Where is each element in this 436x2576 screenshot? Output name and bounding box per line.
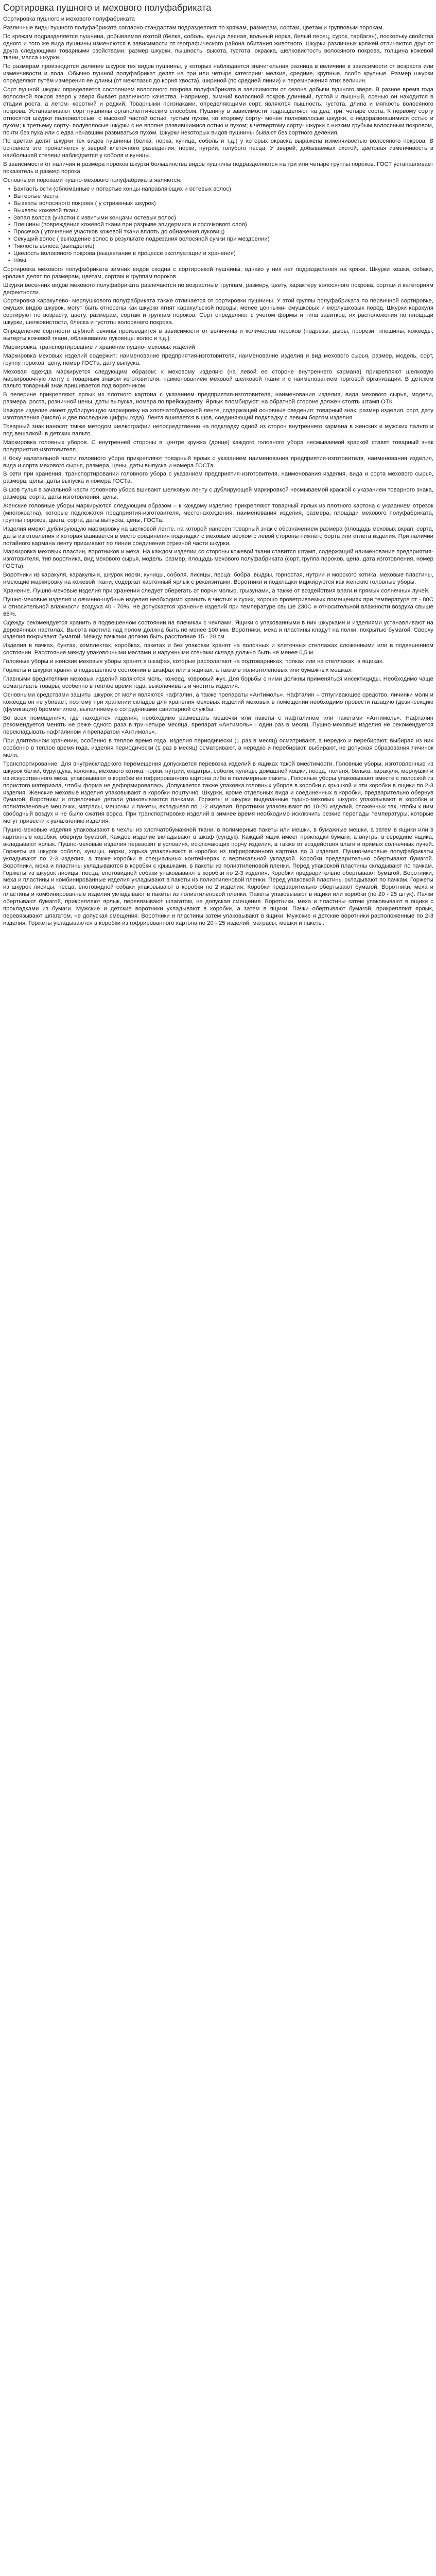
paragraph: Пушно-меховые изделия упаковывают в чехлы из хлопчатобумажной ткани, в полимерные пакеты или мешки, в бумажные мешки, а затем в ящики или в картонные коробки, обернув бумагой. Каждое изделие вкладывают в шкаф (сундук). Каждый ящик имеет прокладки бумаги, а внутрь, в середине ящика, вкладывают ярлык. Пушно-меховые изделия перевозят в условиях, исключающих порчу изделия, а также от воздействия влаги и прямых солнечных лучей. Горжеты из шкурок соболя, куницы, норки, хорька упаковывают в коробки из гофрированного картона по 3 изделия. Пушно-меховые полуфабрикаты укладывают по 2-3 изделия, а также коробки в специальных контейнерах с вертикальной укладкой. Коробки предварительно обертывают бумагой. Воротники, меха и пластины укладываются в коробки с крышками, в пакеты из полиэтиленовой пленки. Перед упаковкой пластины складывают по пачкам. Горжеты из шкурок лисицы, песца, енотовидной собаки упаковывают в коробки по 2-3 изделия. Коробки предварительно обертывают бумагой. Воротники, меха и пластины и комбинированные изделия укладывают в пакеты из полиэтиленовой пленки. Перед упаковкой пластины складывают по пачкам. Горжеты из шкурок лисицы, песца, енотовидной собаки упаковывают в коробки по 2 изделия. Коробки предварительно обертывают бумагой. Воротники, меха и пластины и комбинированные изделия укладывают в пакеты из полиэтиленовой пленки. Пакеты упаковывают в ящики или коробки (по 20 - 25 штук). Пачки обертывают бумагой, прикрепляют ярлык, перевязывают шпагатом, не допуская смещения. Воротники, меха и пластины затем упаковывают в ящики с прокладками из бумаги. Мужские и детские воротники укладывают в коробки, а затем в ящики. Пачки обертывают бумагой, прикрепляют ярлык, перевязывают шпагатом, не допуская смещения. Воротники и пластины затем упаковывают в ящики. Мужские и детские воротники расположенные по 2-3 изделия. Горжеты укладываются в коробки из гофрированного картона по 20 - 25 изделий, матрасы, мешки и пакеты. bbox=[3, 827, 433, 926]
paragraph: В шов тулья в зачальной части головного убора вшивают шелковую ленту с дублирующей маркировкой несмываемой краской с указанием товарного знака, размера, сорта, даты изготовления, цены. bbox=[3, 487, 433, 501]
paragraph: Шкурки весенних видов мехового полуфабриката различаются по возрастным группам, размеру, цвету, характеру волосяного покрова, сортам и категориям дефектности. bbox=[3, 282, 433, 296]
paragraph: К боку налатальной части головного убора прикрепляют товарный ярлык с указанием наименования предприятия-изготовителя, наименования изделия, вида и сорта мехового сырья, размера, цены, даты выпуска и номера ГОСТа. bbox=[3, 455, 433, 469]
paragraph: По кряжам подразделяется пушнина, добываемая охотой (белка, соболь, куница лесная, вольный норка, белый песец, сурок, тарбаган), поскольку свойства одного и того же вида пушнины изменяются в зависимости от географического района обитания животного. Шкурки различных кряжей отличаются друг от друга следующими товарными свойствами: размер шкурки, пышность, высота, густота, окраска, шелковистость волосяного покрова, толщина кожевой ткани, масса шкурки. bbox=[3, 33, 433, 61]
paragraph: Изделия в пачках, бунтах, комплектах, коробках, пакетах и без упаковки хранят на полочных и клеточных стеллажах сложенными или в подвешенном состоянии. Расстояние между упаковочными местами и наружными стенами склада должно быть не менее 0,5 м. bbox=[3, 642, 433, 656]
paragraph: Каждое изделие имеет дублирующую маркировку на хлопчатобумажной ленте, содержащей основные сведения: товарный знак, размер изделия, сорт, дату изготовления (число) и две последние цифры года). Лента вшивается в шов, соединяющий подкладку с левым бортом изделия. bbox=[3, 408, 433, 421]
list-item: • Вытертые места bbox=[13, 193, 433, 200]
paragraph: Маркировка меховых изделий содержит: наименование предприятия-изготовителя, наименование изделия и вид мехового сырья, размер, модель, сорт, группу пороков, цену, номер ГОСТа, дату выпуска. bbox=[3, 352, 433, 366]
paragraph: Маркировка меховых пластин, воротников и меха. На каждом изделии со стороны кожевой ткани ставится штамп, содержащий наименование предприятия-изготовителя, тип воротника, вид мехового сырья, модель, размер, площадь мехового полуфабриката (сорт, группа пороков, цена, дата изготовления, номер ГОСТа). bbox=[3, 549, 433, 570]
list-item: • Просечка ( уточнение участков кожевой ткани вплоть до обнажения луковиц) bbox=[13, 229, 433, 236]
paragraph: Сортировка мехового полуфабриката зимних видов сходна с сортировкой пушнины, однако у них нет подразделения на кряжи. Шкурки кошки, собаки, кролика делят по размерам, цветам, сортам и группам пороков. bbox=[3, 266, 433, 280]
paragraph: По цветам делят шкурки тех видов пушнины (белка, норка, куница, соболь и т.д.) у которых окраска выражена изменчивостью волосяного покрова. В основном это проявляется у зверей клеточного разведения: норки, нутрии, голубого песца. У зверей, добываемых охотой, цветовая изменчивость в наибольшей степени наблюдается у соболя и куницы. bbox=[3, 138, 433, 159]
paragraph: Различные виды пушного полуфабриката согласно стандартам подразделяют по кряжам, размерам, сортам, цветам и групповым порокам. bbox=[3, 24, 384, 31]
paragraph: Пушно-меховые изделия и овчинно-шубные изделия необходимо хранить в чистых и сухих, хорошо проветриваемых помещениях при температуре от - 80С и относительной влажности воздуха 40 - 70%. Не допускается хранение изделий при температуре свыше 230С и относительной влажности воздуха свыше 65%. bbox=[3, 596, 433, 617]
paragraph: Определение сортности шубной овчины производится в зависимости от величины и количества пороков (подрезы, дыры, прорези, плешины, кожееды, вытерты кожевой ткани, облаживание луковицы волос и т.д.). bbox=[3, 328, 433, 342]
list-item: • Секущий волос ( выпадение волос в результате подрезания волосяной сумки при мездрении) bbox=[13, 236, 433, 243]
list-item: • Бахтасть ости (обломанные и потертые концы направляющих и остевых волос) bbox=[13, 186, 433, 193]
paragraph: Меховая одежда маркируется следующим образом: к меховому изделию (на левой ее стороне внутреннего кармана) прикрепляют шелковую маркировочную ленту с товарным знаком изготовителя, наименованием меховой шелковой ткани и с наименованием торговой организации. В детском пальто товарный знак пришивается под воротником. bbox=[3, 368, 433, 389]
paragraph: Женские головные уборы маркируются следующим образом – к каждому изделию прикрепляют товарный ярлык из плотного картона с указанием отрезок (многократна), которые подлежатся предприятия-изготовителя, местонахождения, наименования изделия, размера, площади мехового полуфабриката, группы пороков, цвета, сорта, даты выпуска, цены, ГОСТа. bbox=[3, 503, 433, 523]
paragraph: В сети при хранения, транспортировании головного убора с указанием предприятия-изготовителя, наименования изделия, вида и сорта мехового сырья, размера, цены, даты выпуска и номера ГОСТа. bbox=[3, 471, 433, 485]
list-item: • Запал волоса (участки с извитыми концами остевых волос) bbox=[13, 215, 433, 222]
paragraph: Одежду рекомендуется хранить в подвешенном состоянии на плечиках с чехлами. Ящики с упакованными в них шкурками и изделиями устанавливают на деревянных настилах. Высота настила над полом должна быть не менее 100 мм. Воротники, меха и пластины кладут на полки, покрытые бумагой. Сверху изделия покрывают бумагой. Между пачками должно быть расстояние 15 - 20 см. bbox=[3, 619, 433, 640]
paragraph: Маркировка, транспортирование и хранение пушно- меховых изделий bbox=[3, 344, 195, 350]
bullet-list bbox=[3, 186, 433, 265]
paragraph: В зависимости от наличия и размера пороков шкурки большинства видов пушнины подразделяются на три или четыре группы пороков. ГОСТ устанавливает показатель и размер порока. bbox=[3, 161, 433, 175]
list-item: • Тяклость волоса (выпадение) bbox=[13, 243, 433, 250]
paragraph: Товарный знак наносят также методом шелкографии непосредственно на подкладку одной из сторон внутреннего кармана в женских и мужских пальто и под вешалкой- в детских пальто. bbox=[3, 423, 433, 437]
paragraph: Основными средствами защиты шкурок от моли являются нафталин, а также препараты «Антимоль». Нафталин – отпугивающее средство, личинки моли и кожееда он не убивает, поэтому при хранении складов для хранения меховых изделий меховых в помещении необходимо провести газацию (дезинсекцию (фумигация) бромметилом, выполняемую сотрудниками санитарной службы. bbox=[3, 691, 433, 713]
paragraph: Изделия имеют дублирующую маркировку на шелковой ленте, на которой нанесен товарный знак с обозначением размера (площадь меховых вкрап, сорта, даты изготовления и которая вшивается в место соединения подкладки с меховым верхом с левой стороны нижнего борта или отлета изделия. При наличии потайного кармана ленту пришивают по линии соединения отрезной части шкурки. bbox=[3, 526, 433, 547]
paragraph: Основными пороками пушно-мехового полуфабриката являются: bbox=[3, 177, 182, 183]
paragraph: Во всех помещениях, где находятся изделия, необходимо размещать мешочки или пакеты с нафталином или пакетами «Антимоль». Нафталин рекомендуется менять не реже одного раза в три-четыре месяца, препарат «Антимоль» - один раз в месяц. Пушно-меховые изделия не рекомендуется перекладывать нафталином и препаратом «Антимоль». bbox=[3, 715, 433, 736]
paragraph: Сорт пушной шкурки определяется состоянием волосяного покрова полуфабриката в зависимости от сезона добычи пушного зверя. В разное время года волосяной покров зверя у зверя бывает различного качества. Например, зимний волосяной покров длинный, густой и пышный, осенью он находится в стадии роста, а летом- короткий и редкий. Товарными признаками, определяющими сорт, являются пышность, густота, длина и мягкость волосяного покрова. Устанавливают сорт пушнины органолептическим способом. Пушнину в зависимости подразделяют на два, три, четыре сорта. К первому сорту относятся шкурки полноволосые, с высокой частой остью, густым пухом, ко второму сорту- менее полноволосые шкурки, с недоразвившимися остью и пухом; к третьему сорту- полуволосые шкурки с не вполне развившимися остью и пухом; к четвертому сорту- шкурки с низким грубым волосяным покровом, почти без пуха или с едва начавшим развиваться пухом. Шкурки некоторых видов пушнины бывают без сортного деления. bbox=[3, 87, 433, 136]
list-item: • Плешины (повреждения кожевой ткани при разрыве эпидермиса и сосочкового слоя) bbox=[13, 222, 433, 229]
paragraph: Горжеты и шкурки хранят в подвешенном состоянии в шкафах или в ящиках, а также в полиэтиленовых или бумажных мешках. bbox=[3, 667, 353, 674]
paragraph: Транспортирование. Для внутрискладского перемещения допускается перевозка изделий в ящиках такой вместимости. Головные уборы, изготовленные из шкурок белки, бурундука, колонка, мехового котика, норки, нутрии, ондатры, соболя, куницы, домашней кошки, песца, тюленя, белька, каракуля, мерлушки и из искусственного меха, упаковывают в коробки из гофрированного картона либо в полимерные пакеты. Головные уборы упаковывают вместе с полоской из пористого материала, чтобы форма не деформировалась. Допускается также упаковка головных уборов в коробки с крышкой и эти коробки в ящики по 2-3 изделия. Женские меховые изделия упаковывают в коробки поштучно. Шкурки, кроме отдельных вида и соединенных в коробки, предварительно обернув бумагой. Воротники и отделочные детали упаковываются пачками. Горжеты и шкурки выделанные пушно-меховых шкурок упаковывают в коробки и полиэтиленовые мешочки, матрасы, мешочки и пакеты, вкладывая по 1-2 изделия. Воротники упаковывают по 10-20 изделий, сложенных так, чтобы к ним свободный воздух и не было сжатия ворса. При транспортировке изделий в зимнее время необходимо исключить резкие перепады температуры, которые могут привести к увлажнению изделия. bbox=[3, 760, 433, 825]
page-title: Сортировка пушного и мехового полуфабриката bbox=[3, 3, 212, 13]
paragraph: Сортировка пушного и мехового полуфабриката bbox=[3, 15, 135, 22]
paragraph: Головные уборы и женские меховые уборы хранят в шкафах, которые располагают на подтоварниках, полках или на стеллажах, в ящиках. bbox=[3, 658, 384, 665]
paragraph: По размерам производится деление шкурок тех видов пушнины, у которых наблюдается значительная разница в величине в зависимости от возраста или изменчивости и пола. Обычно пушной полуфабрикат делят на три или четыре категории: мелкие, средние, крупные, особо крупные. Размер шкурки определяют путём измерения ее длины (от межглазья до корня хвоста), шириной (по средней линии) и перемножения этих величин. bbox=[3, 63, 433, 84]
list-item: • Выхваты кожевой ткани bbox=[13, 208, 433, 215]
paragraph: Сортировка каракулево- мерлушкового полуфабриката также отличается от сортировки пушнины. У этой группы полуфабриката по первичной сортировке, смушек видов шкурок, могут быть отнесены как шкурки ягнят каракульской породы, менее ценными- смушковых и мерлушковых пород. Шкурки каракуля сортируют по возрасту, цвету, размерам, сортам и группам пороков. Сорт определяют с учетом формы и типа завитков, их расположения по площади шкурки, шелковистости, блеска и густоты волосяного покрова. bbox=[3, 298, 433, 326]
list-item: • Выхваты волосяного покрова ( у стриженых шкурок) bbox=[13, 200, 433, 208]
paragraph: При длительном хранении, особенно в теплое время года, изделия периодически (1 раз в месяц) осматривают, а нередко и перебирают, выбирая из них особенно в теплое время года, изделия периодически (1 раз в месяц) осматривают, а нередко и перебирают, выбирают, не допуская образования личинок моли. bbox=[3, 738, 433, 759]
document-body bbox=[3, 16, 433, 927]
paragraph: В пелерине прикрепляют ярлык из плотного картона с указанием предприятия-изготовителя, наименования изделия, вида мехового сырья, модели, размера, роста, розничной цены, даты выпуска, номера по прейскуранту. Ярлык пломбируют; на обратной стороне должен стоять штамп ОТК. bbox=[3, 392, 433, 405]
document-page bbox=[0, 0, 436, 932]
list-item: • Цвелость волосяного покрова (выцветание в процессе эксплуатации и хранения) bbox=[13, 250, 433, 258]
paragraph: Воротники из каракуля, каракульчи, шкурок норки, куницы, соболя, лисицы, песца, бобра, выдры, горностая, нутрии и морского котика, меховые пластины, имеющие маркировку на кожевой ткани, содержат картонный ярлык с реквизитами. Воротники и подкладки маркируются как женские головные уборы. bbox=[3, 572, 433, 586]
paragraph: Хранение. Пушно-меховые изделия при хранении следует оберегать от порчи молью, грызунами, а также от воздействия влаги и прямых солнечных лучей. bbox=[3, 588, 430, 595]
list-item: • Швы bbox=[13, 258, 433, 265]
paragraph: Маркировка головных уборов. С внутренней стороны в центре кружка (донце) каждого головного убора несмываемой краской ставят товарный знак предприятия-изготовителя. bbox=[3, 439, 433, 453]
paragraph: Главными вредителями меховых изделий являются моль, кожеед, ковровый жук. Для борьбы с ними должны применяться инсектициды. Необходимо чаще осматривать товары, особенно в теплое время года, выколачивать и чистить изделия. bbox=[3, 675, 433, 689]
